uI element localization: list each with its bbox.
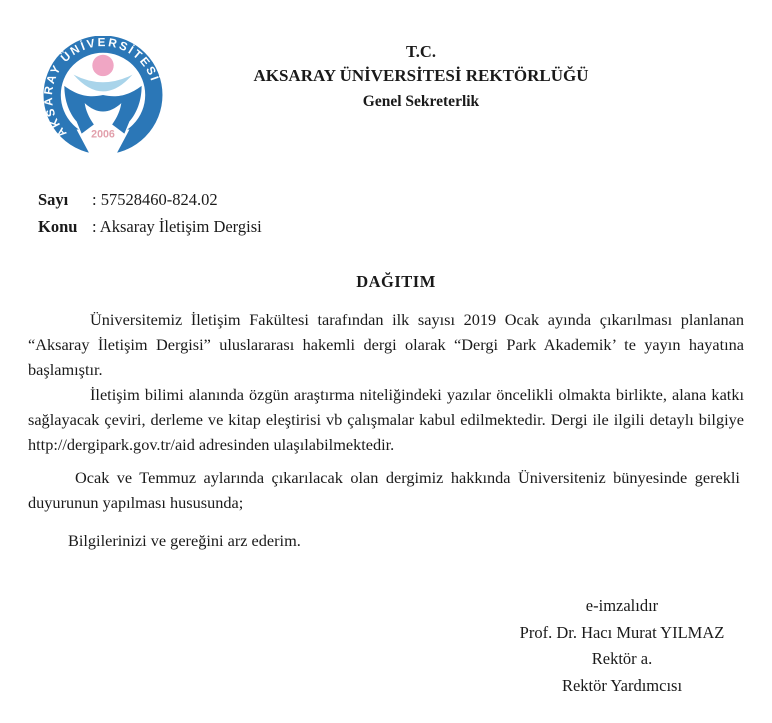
letterhead-department: Genel Sekreterlik [362,93,480,110]
logo-crescent [74,75,133,92]
reference-block [38,186,262,240]
signature-role: Rektör a. [591,649,653,668]
konu-value: : Aksaray İletişim Dergisi [92,217,262,236]
konu-label: Konu [38,217,78,236]
logo-head [92,55,113,76]
paragraph-3: Ocak ve Temmuz aylarında çıkarılacak olan dergimiz hakkında Üniversiteniz bünyesinde gerekli duyurunun yapılması hususunda; [28,468,744,512]
sayi-value: : 57528460-824.02 [92,190,218,209]
letterhead-tc: T.C. [406,42,436,61]
university-logo-icon [42,36,164,158]
signature-name: Prof. Dr. Hacı Murat YILMAZ [519,622,725,642]
signature-block [520,593,725,699]
sayi-row [38,186,262,213]
konu-row [38,213,262,240]
sayi-label: Sayı [38,190,69,209]
distribution-heading: DAĞITIM [356,272,436,291]
letterhead-university: AKSARAY ÜNİVERSİTESİ REKTÖRLÜĞÜ [253,66,589,85]
letterhead [253,40,588,114]
paragraph-2: İletişim bilimi alanında özgün araştırma niteliğindeki yazılar öncelikli olmakta birlikte, alana katkı sağlayacak çeviri, derleme ve kitap eleştirisi vb çalışmalar kabul edilmektedir. Dergi ile ilgili detaylı bilgiye http://dergipark.gov.tr/aid adresinden ulaşılabilmektedir. [28,385,744,454]
paragraph-1: Üniversitemiz İletişim Fakültesi tarafından ilk sayısı 2019 Ocak ayında çıkarılması planlanan “Aksaray İletişim Dergisi” uluslararası hakemli dergi olarak “Dergi Park Akademik’ te yayın hayatına başlamıştır. [28,310,744,379]
letter-body [28,307,744,553]
logo-year: 2006 [91,128,115,141]
closing-line: Bilgilerinizi ve gereğini arz ederim. [68,531,301,550]
signature-position: Rektör Yardımcısı [561,675,683,695]
signature-e-imza: e-imzalıdır [585,596,659,615]
logo-body [64,86,141,134]
logo-ring-text: AKSARAY ÜNİVERSİTESİ [42,36,162,140]
